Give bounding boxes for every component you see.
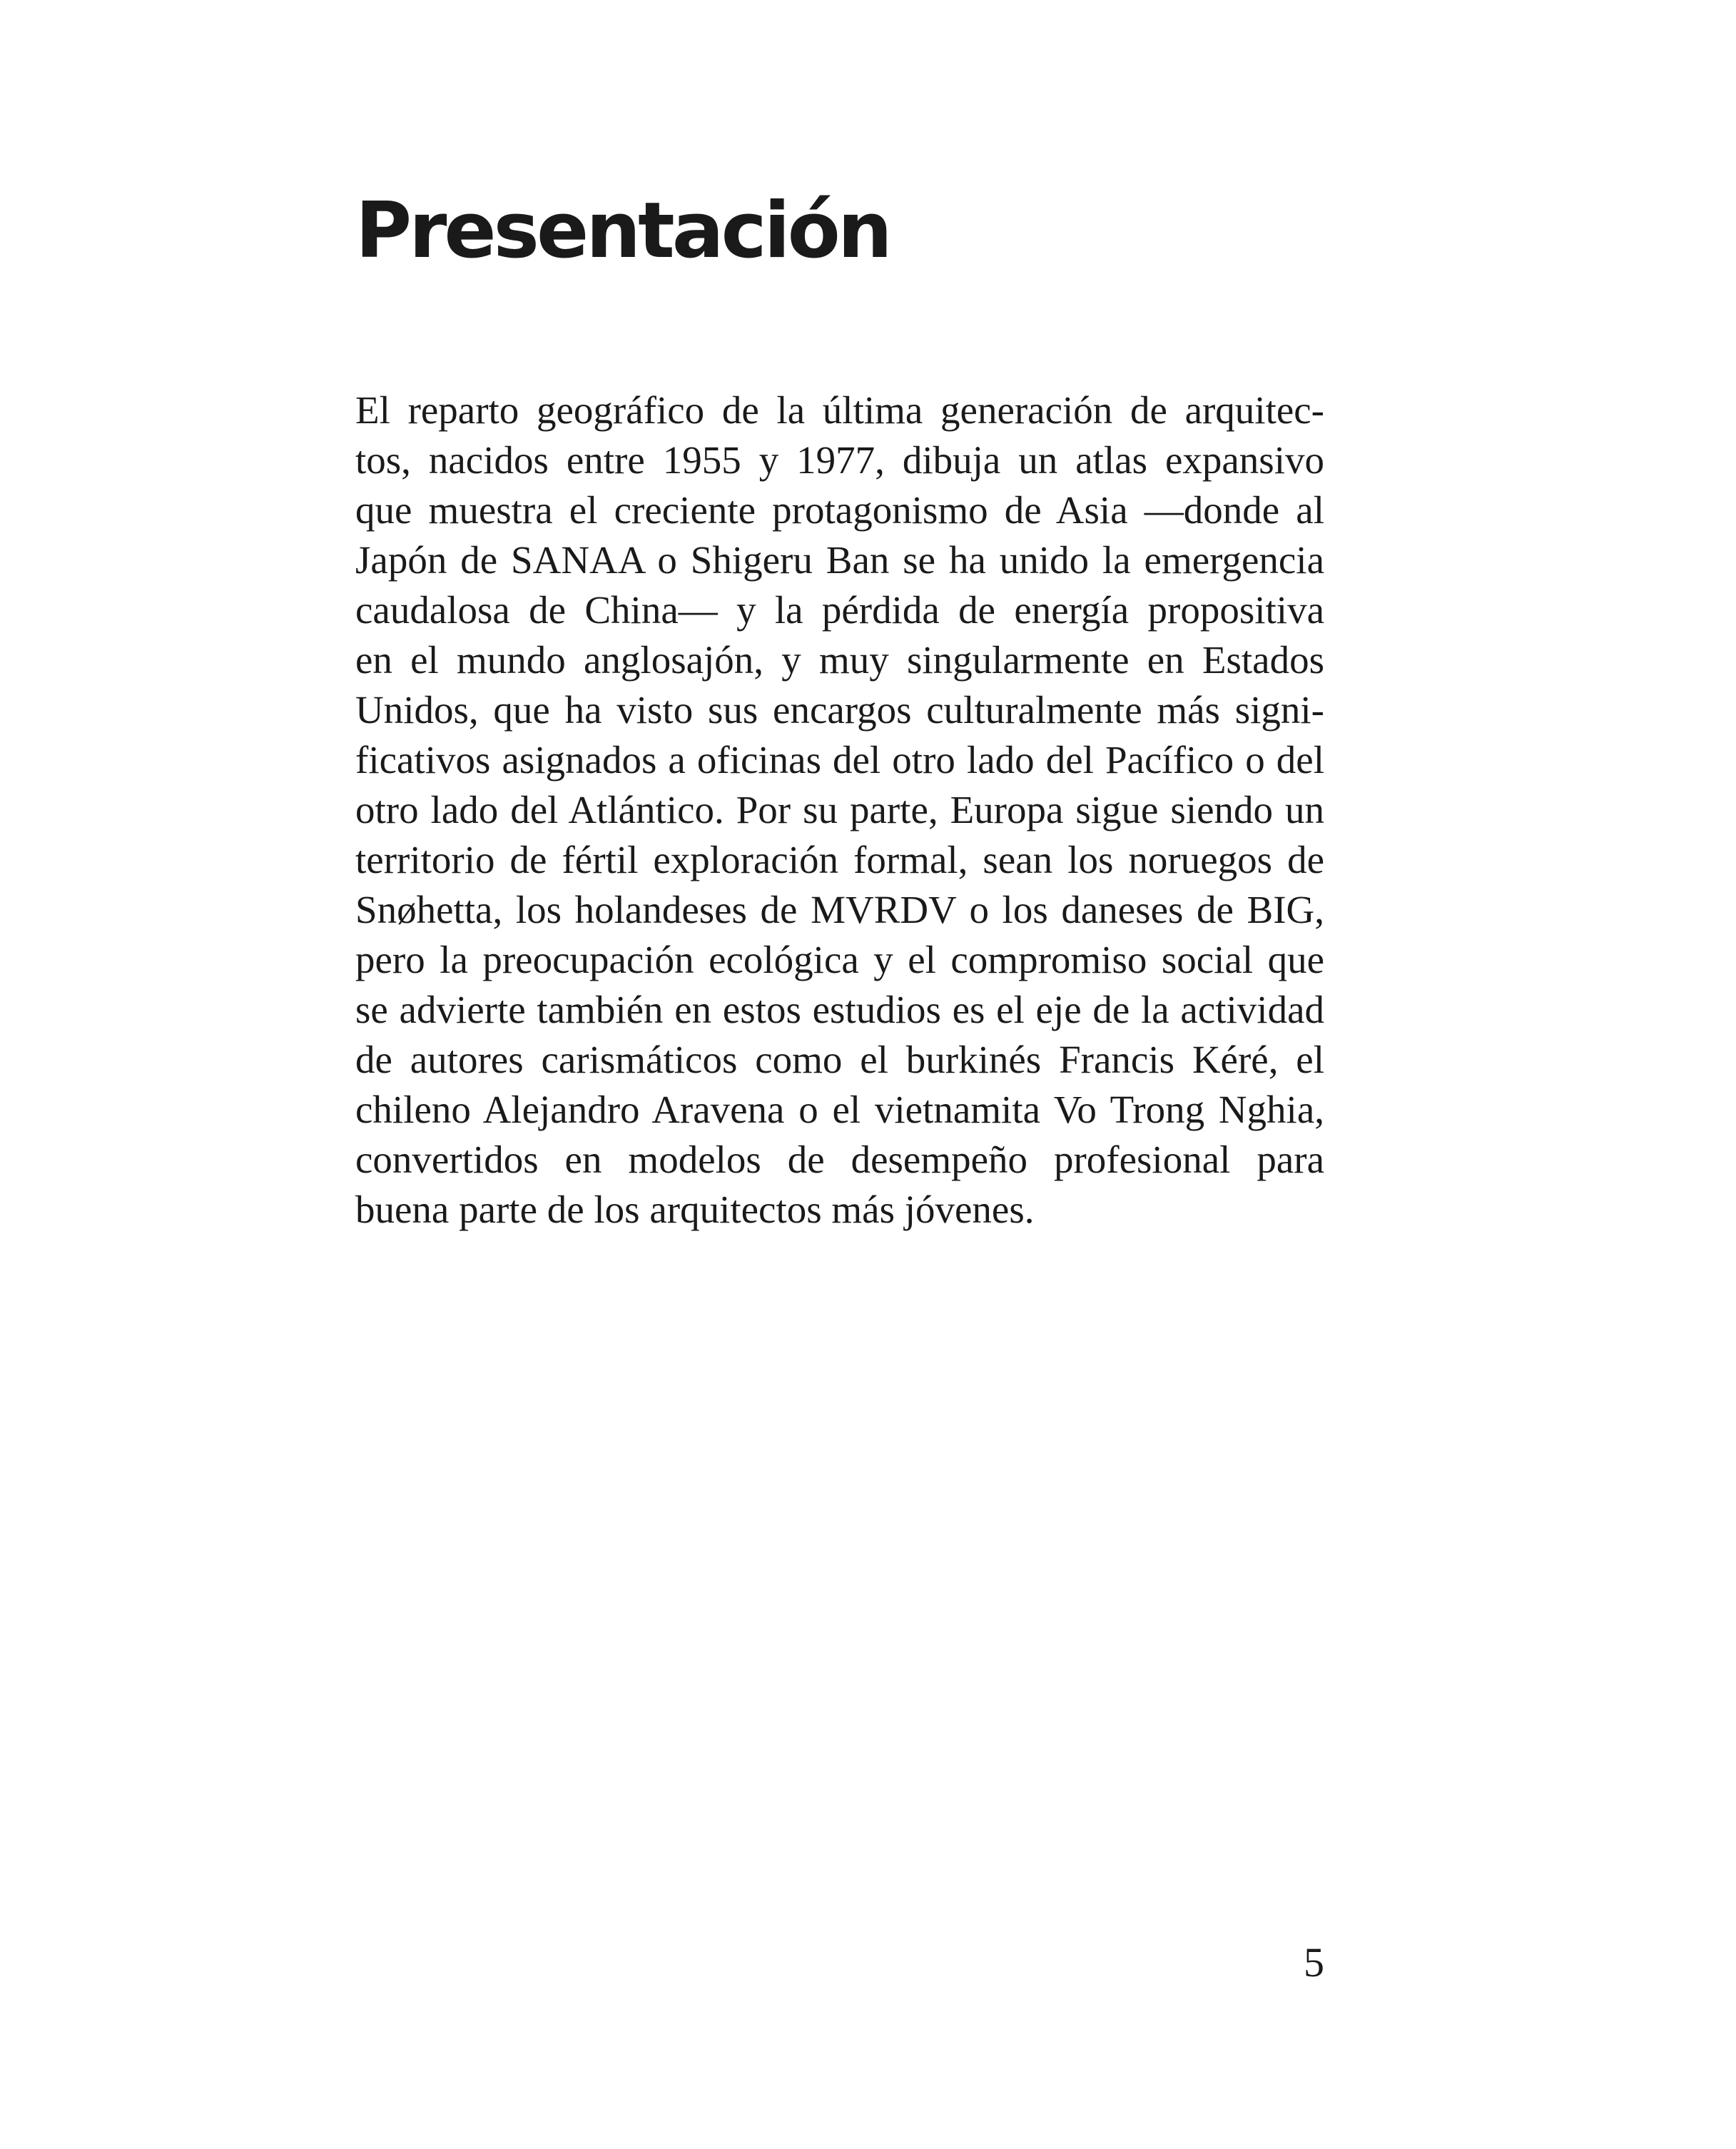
paragraph-line: buena parte de los arquitectos más jóvenes.	[355, 1188, 1035, 1231]
paragraph-line: El reparto geográfico de la última generación de arquitec-	[355, 388, 1324, 432]
paragraph-line: se advierte también en estos estudios es el eje de la actividad	[355, 988, 1324, 1031]
paragraph-line: pero la preocupación ecológica y el compromiso social que	[355, 938, 1324, 981]
paragraph-line: de autores carismáticos como el burkinés Francis Kéré, el	[355, 1038, 1324, 1081]
paragraph-line: territorio de fértil exploración formal, sean los noruegos de	[355, 838, 1324, 881]
paragraph-line: en el mundo anglosajón, y muy singularmente en Estados	[355, 638, 1324, 682]
page-title: Presentación	[355, 186, 890, 275]
page-number: 5	[1304, 1939, 1324, 1986]
paragraph-line: Snøhetta, los holandeses de MVRDV o los daneses de BIG,	[355, 888, 1324, 931]
body-paragraph	[355, 385, 1324, 1235]
paragraph-line: tos, nacidos entre 1955 y 1977, dibuja un atlas expansivo	[355, 438, 1324, 482]
paragraph-line: que muestra el creciente protagonismo de Asia —donde al	[355, 488, 1324, 532]
paragraph-line: caudalosa de China— y la pérdida de energía propositiva	[355, 588, 1324, 632]
paragraph-line: Japón de SANAA o Shigeru Ban se ha unido la emergencia	[355, 538, 1324, 582]
paragraph-line: ficativos asignados a oficinas del otro lado del Pacífico o del	[355, 738, 1324, 782]
paragraph-line: Unidos, que ha visto sus encargos culturalmente más signi-	[355, 688, 1324, 732]
paragraph-line: convertidos en modelos de desempeño profesional para	[355, 1138, 1324, 1181]
paragraph-line: otro lado del Atlántico. Por su parte, Europa sigue siendo un	[355, 788, 1324, 831]
paragraph-line: chileno Alejandro Aravena o el vietnamita Vo Trong Nghia,	[355, 1088, 1324, 1131]
